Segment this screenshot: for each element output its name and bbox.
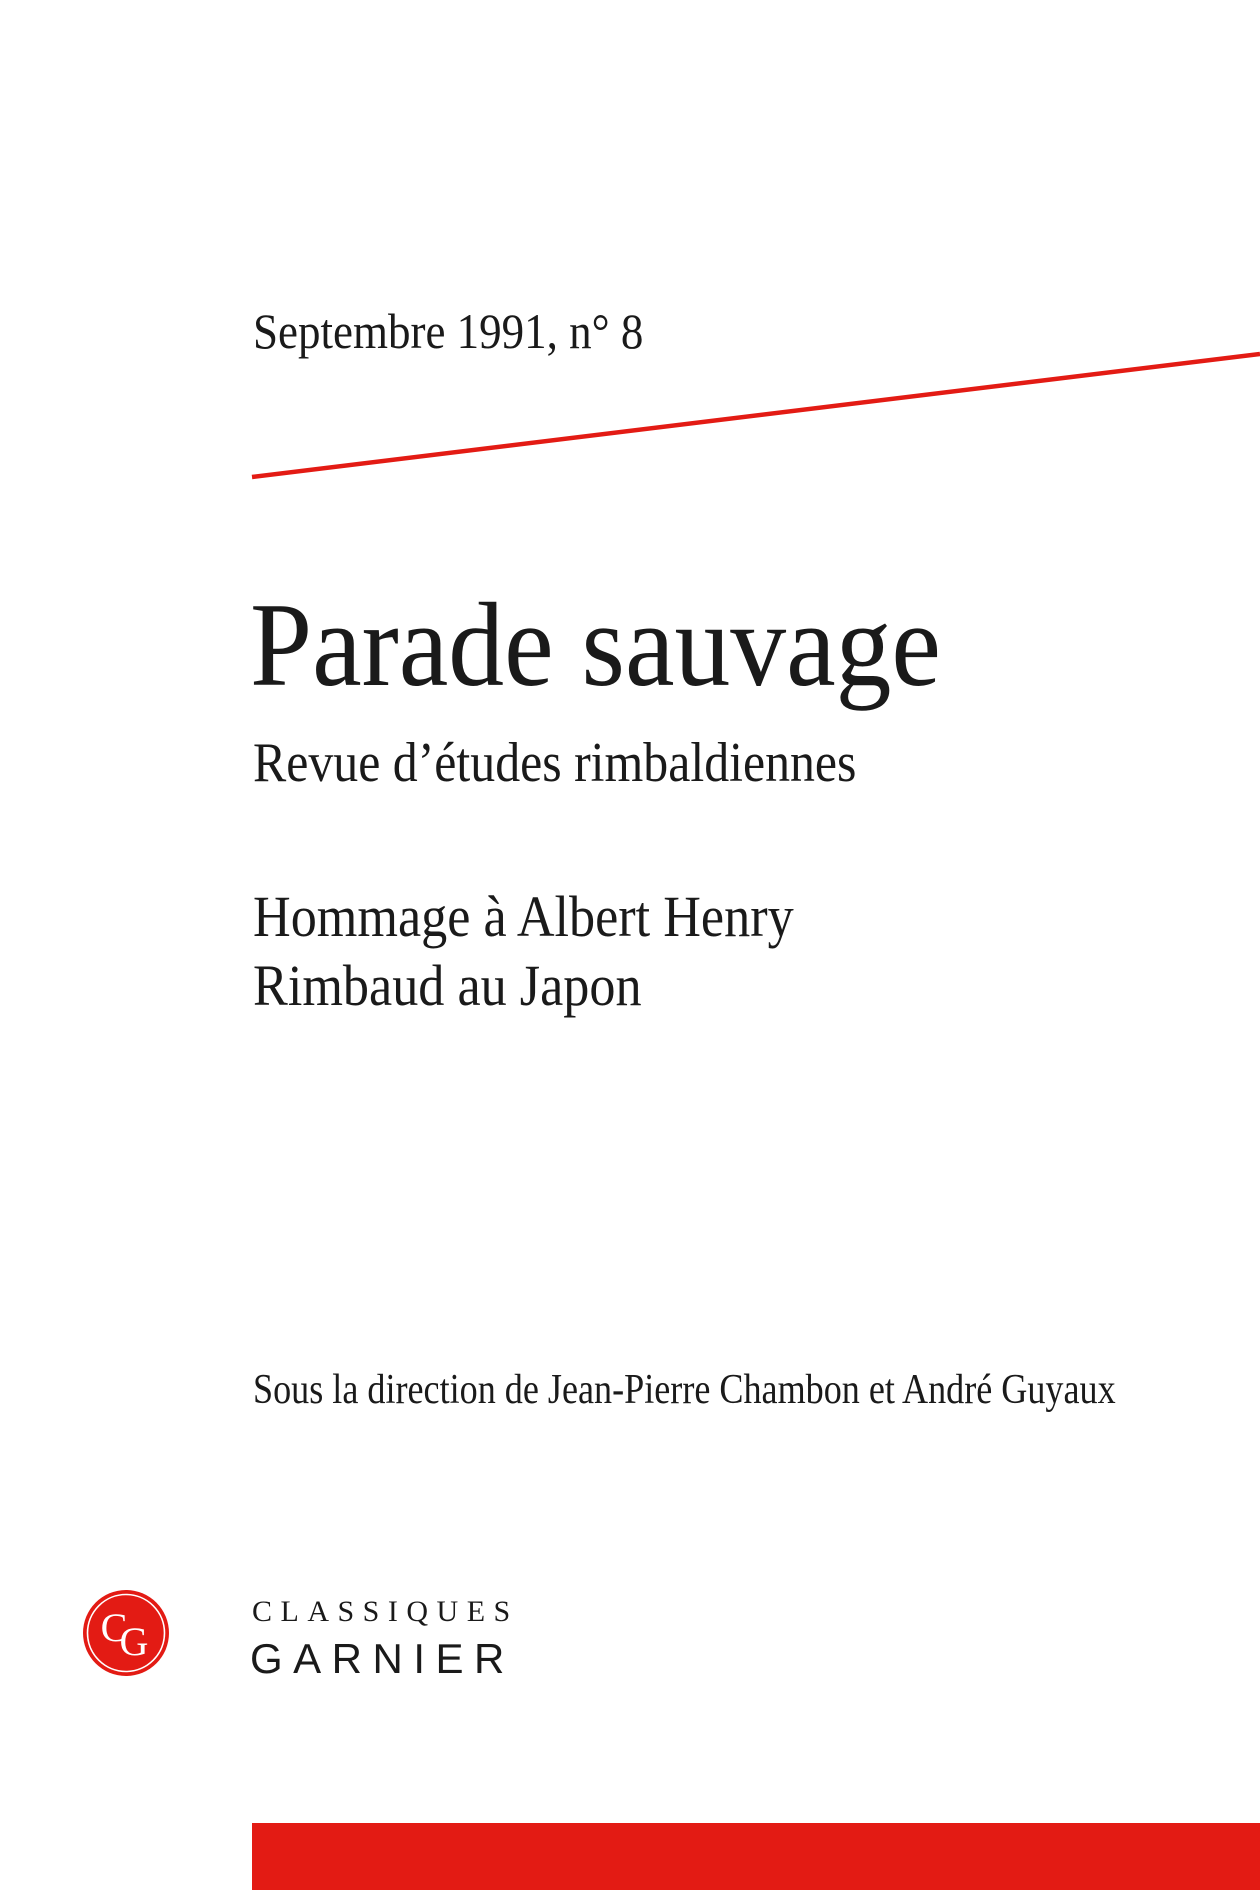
- bottom-red-band: [252, 1823, 1260, 1890]
- journal-title: Parade sauvage: [250, 578, 941, 711]
- svg-text:C: C: [100, 1605, 128, 1650]
- editors-credit: Sous la direction de Jean-Pierre Chambon et André Guyaux: [253, 1367, 1116, 1413]
- publisher-name-line1: CLASSIQUES: [252, 1595, 519, 1628]
- issue-date: Septembre 1991, n° 8: [253, 303, 644, 359]
- issue-theme-1: Hommage à Albert Henry: [253, 884, 794, 949]
- svg-text:G: G: [119, 1619, 149, 1664]
- journal-subtitle: Revue d’études rimbaldiennes: [253, 732, 857, 794]
- publisher-name-line2: GARNIER: [250, 1635, 515, 1682]
- issue-theme-2: Rimbaud au Japon: [253, 953, 642, 1018]
- cg-monogram-icon: [82, 1589, 170, 1677]
